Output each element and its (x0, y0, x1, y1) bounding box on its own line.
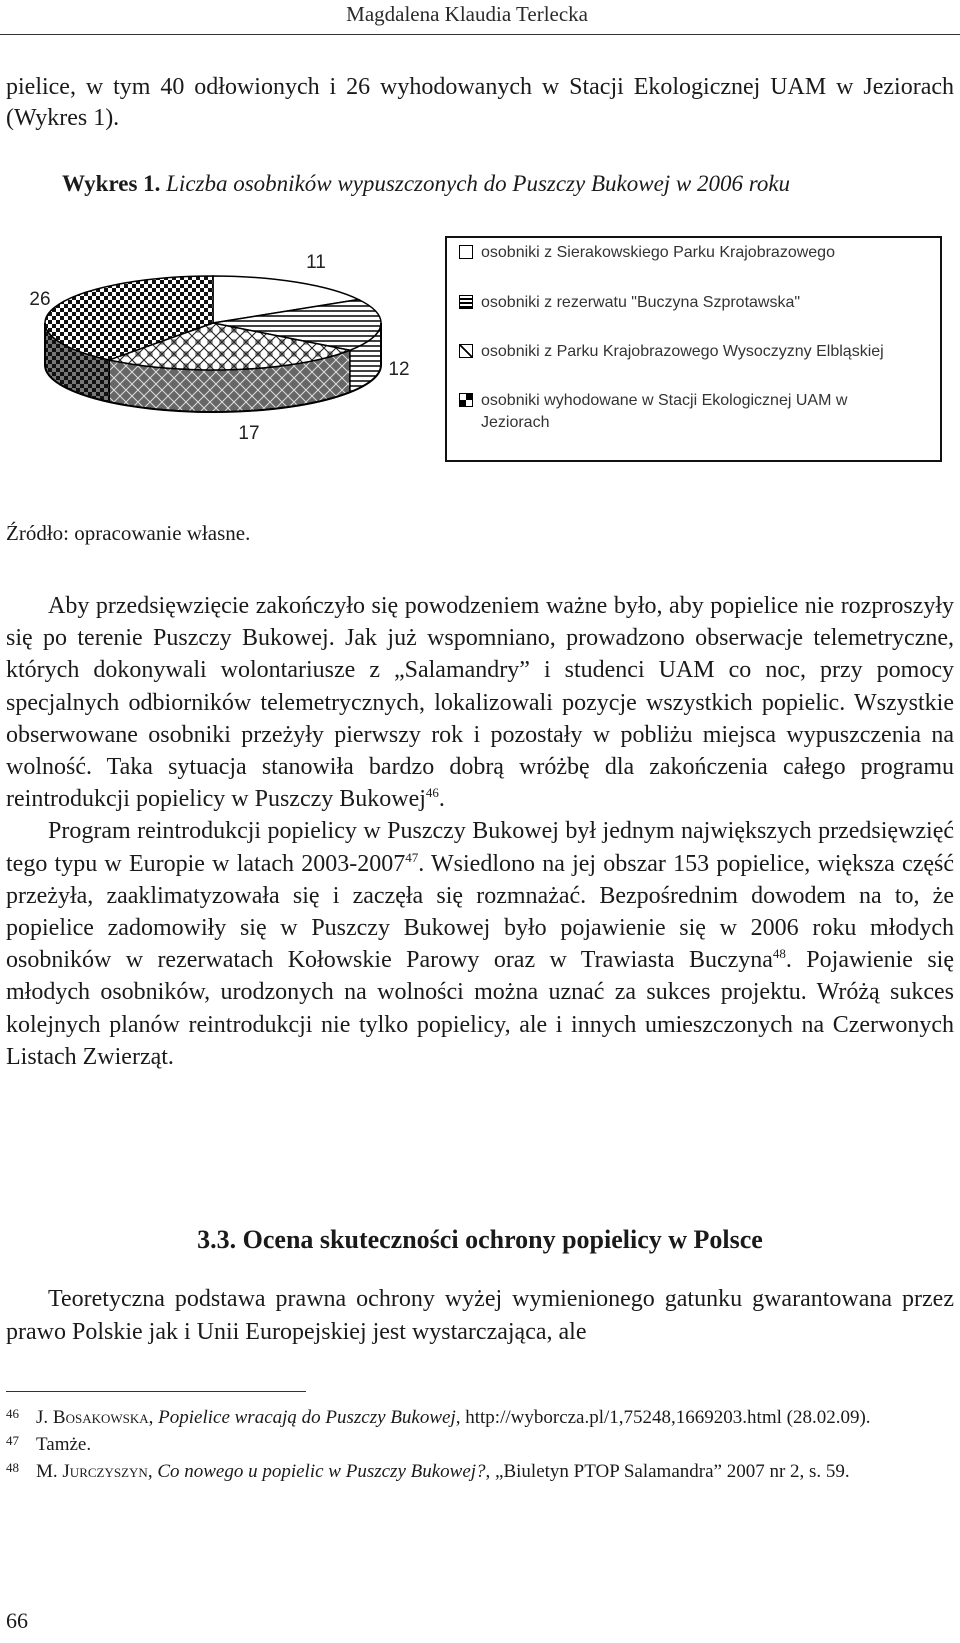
footnote-initial: J. (36, 1407, 49, 1428)
footnote-number: 46 (6, 1406, 19, 1421)
figure-label: Wykres 1. (62, 171, 161, 196)
footnote-ref: 47 (405, 849, 419, 865)
legend-item (459, 292, 800, 314)
running-head-author: Magdalena Klaudia Terlecka (346, 2, 588, 26)
footnote-number: 47 (6, 1433, 19, 1448)
section-paragraph: Teoretyczna podstawa prawna ochrony wyżej wymienionego gatunku gwarantowana przez prawo Polskie jak i Unii Europejskiej jest wystarczająca, ale (6, 1286, 954, 1345)
footnote-title: Co nowego u popielic w Puszczy Bukowej? (157, 1461, 486, 1482)
body-paragraph: Aby przedsięwzięcie zakończyło się powodzeniem ważne było, aby popielice nie rozproszyły się po terenie Puszczy Bukowej. Jak już wspomniano, prowadzono obserwacje telemetryczne, których dokonywali wolontariusze z „Salamandry” i studenci UAM co noc, przy pomocy specjalnych odbiorników telemetrycznych, lokalizowali pozycje wszystkich popielic. Wszystkie obserwowane osobniki przeżyły pierwszy rok i pozostały w pobliżu miejsca wypuszczenia na wolność. Taka sytuacja stanowiła bardzo dobrą wróżbę dla zakończenia całego programu reintrodukcji popielicy w Puszczy Bukowej$^{46}$. (6, 593, 954, 813)
body-paragraph: Program reintrodukcji popielicy w Puszczy Bukowej był jednym największych przedsięwzięć tego typu w Europie w latach 2003-2007$^{47}$. Wsiedlono na jej obszar 153 popielice, większa część przeżyła, zaaklimatyzowała się i zaczęła się rozmnażać. Bezpośrednim dowodem na to, że popielice zadomowiły się w Puszczy Bukowej było pojawienie się w 2006 roku młodych osobników w rezerwatach Kołowskie Parowy oraz w Trawiasta Buczyna$^{48}$. Pojawienie się młodych osobników, urodzonych na wolności można uznać za sukces projektu. Wróżą sukces kolejnych planów reintrodukcji nie tylko popielicy, ale i innych umieszczonych na Czerwonych Listach Zwierząt. (6, 818, 954, 1070)
legend-swatch-lines (459, 295, 473, 309)
legend-swatch-blank (459, 245, 473, 259)
pie-data-label: 17 (238, 423, 260, 444)
legend-label: osobniki wyhodowane w Stacji Ekologicznej UAM w Jeziorach (481, 392, 848, 431)
chart-legend (445, 236, 942, 462)
footnote-rest: , http://wyborcza.pl/1,75248,1669203.html (28.02.09). (455, 1407, 871, 1428)
footnote-rule (6, 1391, 306, 1392)
pie-data-label: 12 (388, 359, 410, 380)
figure-source: Źródło: opracowanie własne. (6, 521, 251, 545)
footnote-initial: M. (36, 1461, 58, 1482)
footnote-ref: 48 (772, 946, 786, 962)
legend-label: osobniki z rezerwatu "Buczyna Szprotawska" (481, 294, 801, 311)
footnote-title: Popielice wracają do Puszczy Bukowej (158, 1407, 456, 1428)
footnotes (6, 1404, 954, 1485)
intro-paragraph: pielice, w tym 40 odłowionych i 26 wyhodowanych w Stacji Ekologicznej UAM w Jeziorach (Wykres 1). (6, 74, 954, 131)
footnote-47 (6, 1431, 954, 1458)
footnote-rest: , „Biuletyn PTOP Salamandra” 2007 nr 2, s. 59. (485, 1461, 850, 1482)
section-heading: 3.3. Ocena skuteczności ochrony popielicy w Polsce (197, 1225, 763, 1254)
section-body (6, 1283, 954, 1349)
footnote-rest: Tamże. (36, 1434, 92, 1455)
legend-swatch-cross (459, 344, 473, 358)
footnote-ref: 46 (425, 785, 439, 801)
footnote-48: 48 M. Jurczyszyn, Co nowego u popielic w Puszczy Bukowej?, „Biuletyn PTOP Salamandra” 2007 nr 2, s. 59. (6, 1458, 954, 1485)
legend-label: osobniki z Sierakowskiego Parku Krajobrazowego (481, 244, 835, 261)
legend-item (459, 390, 914, 434)
page-number: 66 (6, 1608, 28, 1633)
footnote-46: 46 J. Bosakowska, Popielice wracają do Puszczy Bukowej, http://wyborcza.pl/1,75248,1669203.html (28.02.09). (6, 1404, 954, 1431)
footnote-number: 48 (6, 1460, 19, 1475)
legend-item (459, 341, 914, 363)
legend-swatch-checker (459, 393, 473, 407)
figure-title: Liczba osobników wypuszczonych do Puszczy Bukowej w 2006 roku (166, 171, 791, 196)
body-text (6, 590, 954, 1073)
running-header (0, 0, 960, 35)
legend-label: osobniki z Parku Krajobrazowego Wysoczyzny Elbląskiej (481, 343, 884, 360)
legend-item (459, 242, 835, 264)
figure-caption (62, 171, 790, 197)
footnote-author: Jurczyszyn (62, 1461, 148, 1482)
pie-data-label: 26 (29, 289, 51, 310)
pie-data-label: 11 (306, 252, 326, 273)
footnote-author: Bosakowska (52, 1407, 149, 1428)
